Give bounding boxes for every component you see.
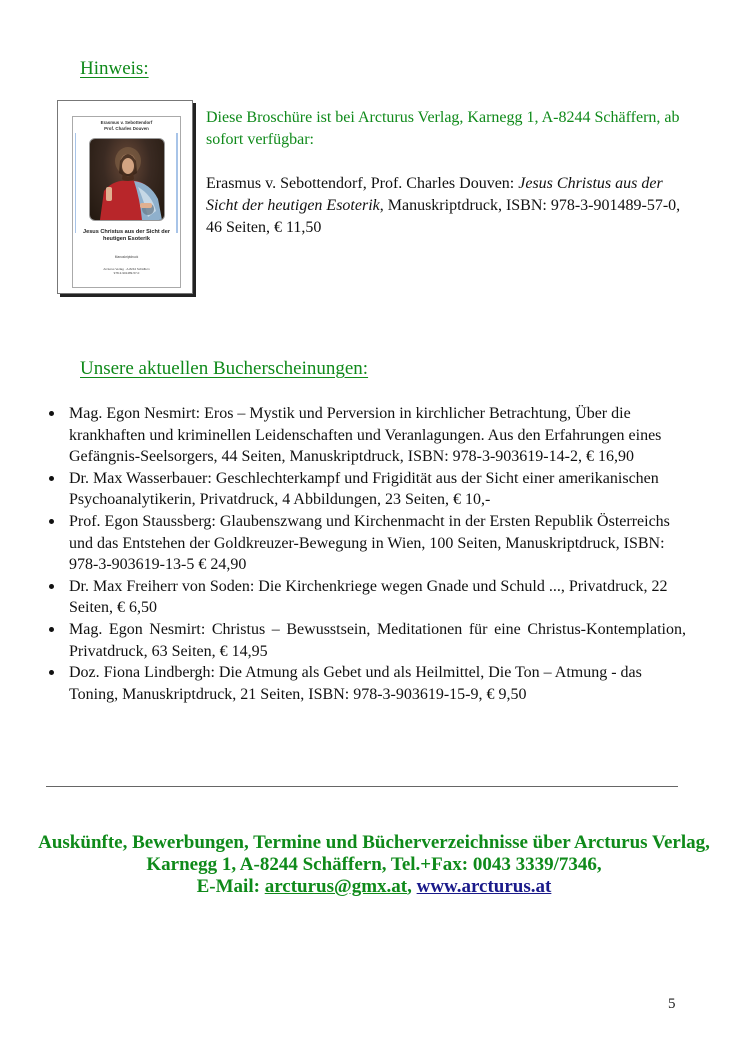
cover-rule-right [176,133,178,233]
featured-book [206,173,696,239]
website-link[interactable]: www.arcturus.at [416,876,552,897]
contact-line-3 [0,876,748,898]
cover-subtitle: Manuskriptdruck [114,255,139,259]
cover-title [75,229,178,243]
list-item: Mag. Egon Nesmirt: Eros – Mystik und Perversion in kirchlicher Betrachtung, Über die krankhaften und kriminellen Leidenschaften und Veranlagungen. Aus den Erfahrungen eines Gefängnis-Seelsorgers, 44 Seiten, Manuskriptdruck, ISBN: 978-3-903619-14-2, € 16,90 [46,403,686,468]
contact-separator: , [407,876,417,897]
horizontal-divider [46,786,678,787]
cover-page [72,116,181,288]
featured-book-details: , Manuskriptdruck, ISBN: 978-3-901489-57-0, 46 Seiten, € 11,50 [206,197,681,236]
availability-notice [206,107,696,239]
list-item: Dr. Max Wasserbauer: Geschlechterkampf und Frigidität aus der Sicht einer amerikanischen Psychoanalytikerin, Privatdruck, 4 Abbildungen, 23 Seiten, € 10,- [46,468,686,511]
releases-list [46,403,686,705]
featured-book-title: Jesus Christus aus der Sicht der heutigen Esoterik [206,175,663,214]
contact-info [0,832,748,898]
contact-line-1: Auskünfte, Bewerbungen, Termine und Bücherverzeichnisse über Arcturus Verlag, [38,832,710,853]
email-label: E-Mail: [196,876,265,897]
cover-title-line-2: heutigen Esoterik [103,236,150,242]
cover-author-1: Erasmus v. Sebottendorf [100,120,153,125]
christ-painting-icon [90,139,164,220]
cover-rule-left [75,133,76,233]
cover-publisher-line-1: Arcturus Verlag · A-8244 Schäffern [103,267,150,271]
contact-line-2: Karnegg 1, A-8244 Schäffern, Tel.+Fax: 0043 3339/7346, [146,854,602,875]
featured-book-authors: Erasmus v. Sebottendorf, Prof. Charles Douven: [206,175,519,192]
cover-publisher-line-2: 978-3-901489-57-0 [113,271,140,275]
cover-author-2: Prof. Charles Douven [104,125,149,131]
list-item: Doz. Fiona Lindbergh: Die Atmung als Gebet und als Heilmittel, Die Ton – Atmung - das Toning, Manuskriptdruck, 21 Seiten, ISBN: 978-3-903619-15-9, € 9,50 [46,662,686,705]
list-item: Dr. Max Freiherr von Soden: Die Kirchenkriege wegen Gnade und Schuld ..., Privatdruck, 22 Seiten, € 6,50 [46,576,686,619]
releases-heading: Unsere aktuellen Bucherscheinungen: [80,358,369,379]
book-cover-image [57,100,193,294]
email-link[interactable]: arcturus@gmx.at [264,876,408,897]
page-number: 5 [668,996,676,1012]
list-item: Mag. Egon Nesmirt: Christus – Bewusstsein, Meditationen für eine Christus-Kontemplation, Privatdruck, 63 Seiten, € 14,95 [46,619,686,662]
availability-text: Diese Broschüre ist bei Arcturus Verlag, Karnegg 1, A-8244 Schäffern, ab sofort verfügbar: [206,109,680,148]
list-item: Prof. Egon Staussberg: Glaubenszwang und Kirchenmacht in der Ersten Republik Österreichs und das Entstehen der Goldkreuzer-Bewegung in Wien, 100 Seiten, Manuskriptdruck, ISBN: 978-3-903619-13-5 € 24,90 [46,511,686,576]
cover-painting [89,138,165,221]
cover-title-line-1: Jesus Christus aus der Sicht der [82,229,171,235]
hinweis-heading: Hinweis: [80,58,149,79]
cover-publisher [73,267,180,275]
cover-authors [73,120,180,131]
